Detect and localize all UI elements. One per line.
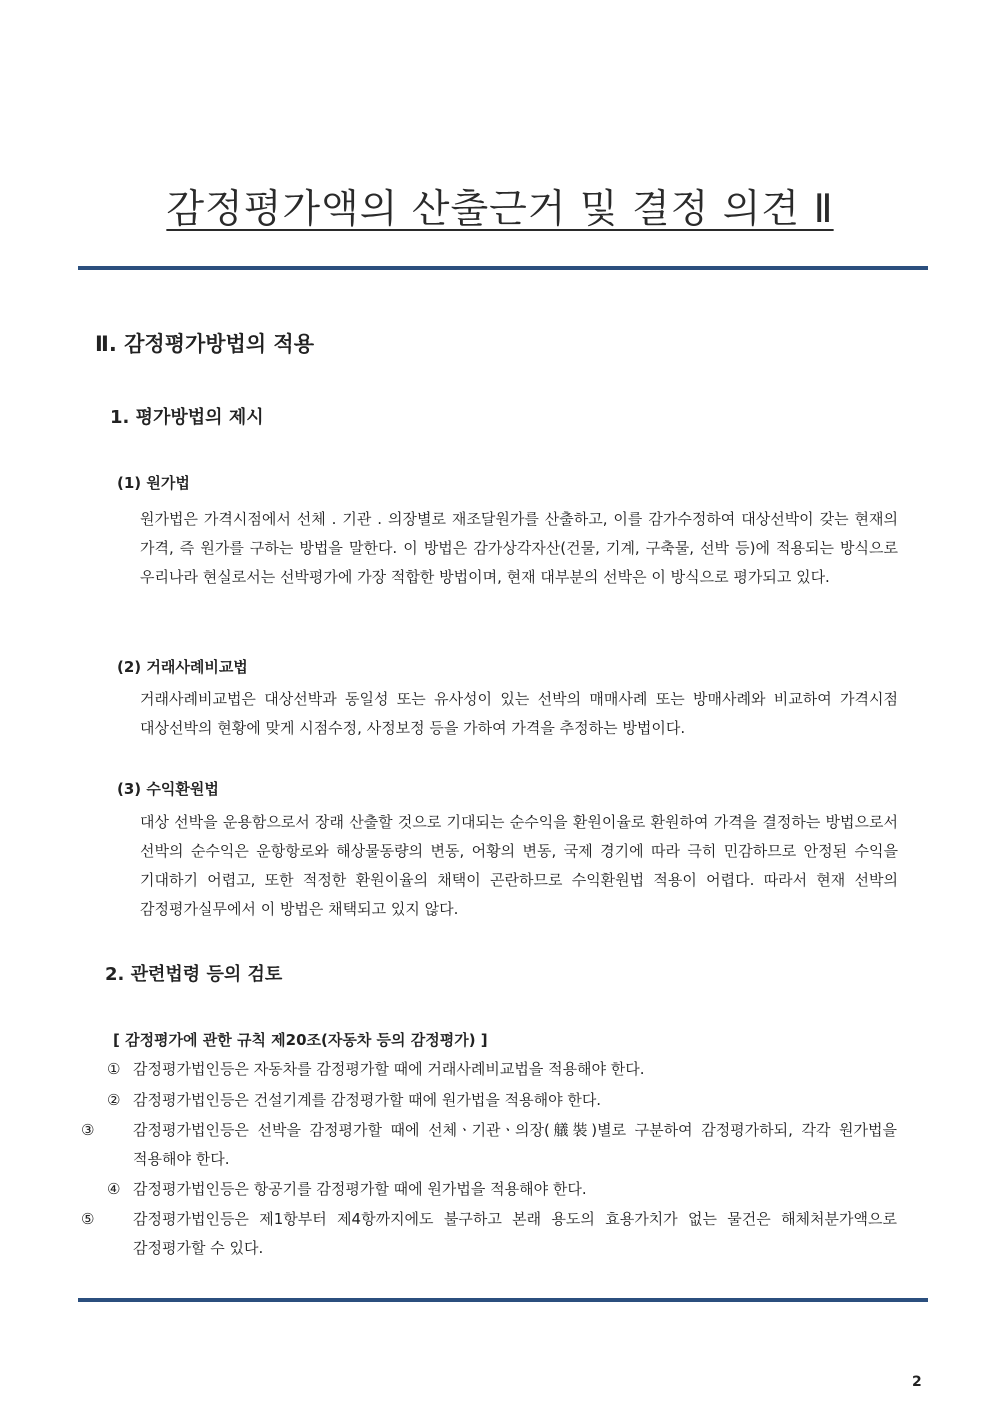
top-divider: [78, 266, 928, 270]
section-heading: Ⅱ. 감정평가방법의 적용: [95, 332, 315, 356]
page-title: [0, 178, 1000, 234]
subsection-2-heading: 2. 관련법령 등의 검토: [105, 964, 283, 985]
item-number: ②: [107, 1091, 121, 1109]
method-3-heading: (3) 수익환원법: [117, 780, 219, 798]
item-text: 감정평가법인등은 선박을 감정평가할 때에 선체ㆍ기관ㆍ의장(艤裝)별로 구분하여 감정평가하되, 각각 원가법을 적용해야 한다.: [133, 1121, 897, 1168]
method-2-body: 거래사례비교법은 대상선박과 동일성 또는 유사성이 있는 선박의 매매사례 또는 방매사례와 비교하여 가격시점 대상선박의 현황에 맞게 시점수정, 사정보정 등을 가하여 가격을 추정하는 방법이다.: [140, 690, 898, 737]
method-1-body: 원가법은 가격시점에서 선체 . 기관 . 의장별로 재조달원가를 산출하고, 이를 감가수정하여 대상선박이 갖는 현재의 가격, 즉 원가를 구하는 방법을 말한다. 이 방법은 감가상각자산(건물, 기계, 구축물, 선박 등)에 적용되는 방식으로 우리나라 현실로서는 선박평가에 가장 적합한 방법이며, 현재 대부분의 선박은 이 방식으로 평가되고 있다.: [140, 510, 898, 586]
page-title-text: 감정평가액의 산출근거 및 결정 의견 Ⅱ: [166, 187, 834, 232]
regulation-item-5: [81, 1205, 897, 1263]
regulation-item-4: [107, 1175, 897, 1204]
method-2-heading: (2) 거래사례비교법: [117, 658, 248, 676]
item-text: 감정평가법인등은 제1항부터 제4항까지에도 불구하고 본래 용도의 효용가치가 없는 물건은 해체처분가액으로 감정평가할 수 있다.: [133, 1210, 897, 1257]
method-3-body: 대상 선박을 운용함으로서 장래 산출할 것으로 기대되는 순수익을 환원이율로 환원하여 가격을 결정하는 방법으로서 선박의 순수익은 운항항로와 해상물동량의 변동, 어황의 변동, 국제 경기에 따라 극히 민감하므로 안정된 수익을 기대하기 어렵고, 또한 적정한 환원이율의 채택이 곤란하므로 수익환원법 적용이 어렵다. 따라서 현재 선박의 감정평가실무에서 이 방법은 채택되고 있지 않다.: [140, 813, 898, 918]
bottom-divider: [78, 1298, 928, 1302]
item-number: ⑤: [81, 1210, 95, 1228]
method-1-heading: (1) 원가법: [117, 474, 190, 492]
page-number: 2: [912, 1374, 922, 1390]
item-number: ④: [107, 1180, 121, 1198]
item-number: ③: [81, 1121, 95, 1139]
item-text: 감정평가법인등은 자동차를 감정평가할 때에 거래사례비교법을 적용해야 한다.: [133, 1060, 645, 1078]
regulation-item-2: [107, 1086, 897, 1115]
item-text: 감정평가법인등은 건설기계를 감정평가할 때에 원가법을 적용해야 한다.: [133, 1091, 602, 1109]
subsection-1-heading: 1. 평가방법의 제시: [110, 407, 264, 428]
item-number: ①: [107, 1060, 121, 1078]
regulation-item-1: [107, 1055, 897, 1084]
item-text: 감정평가법인등은 항공기를 감정평가할 때에 원가법을 적용해야 한다.: [133, 1180, 587, 1198]
regulation-title: [ 감정평가에 관한 규칙 제20조(자동차 등의 감정평가) ]: [113, 1031, 488, 1049]
regulation-item-3: [81, 1116, 897, 1174]
